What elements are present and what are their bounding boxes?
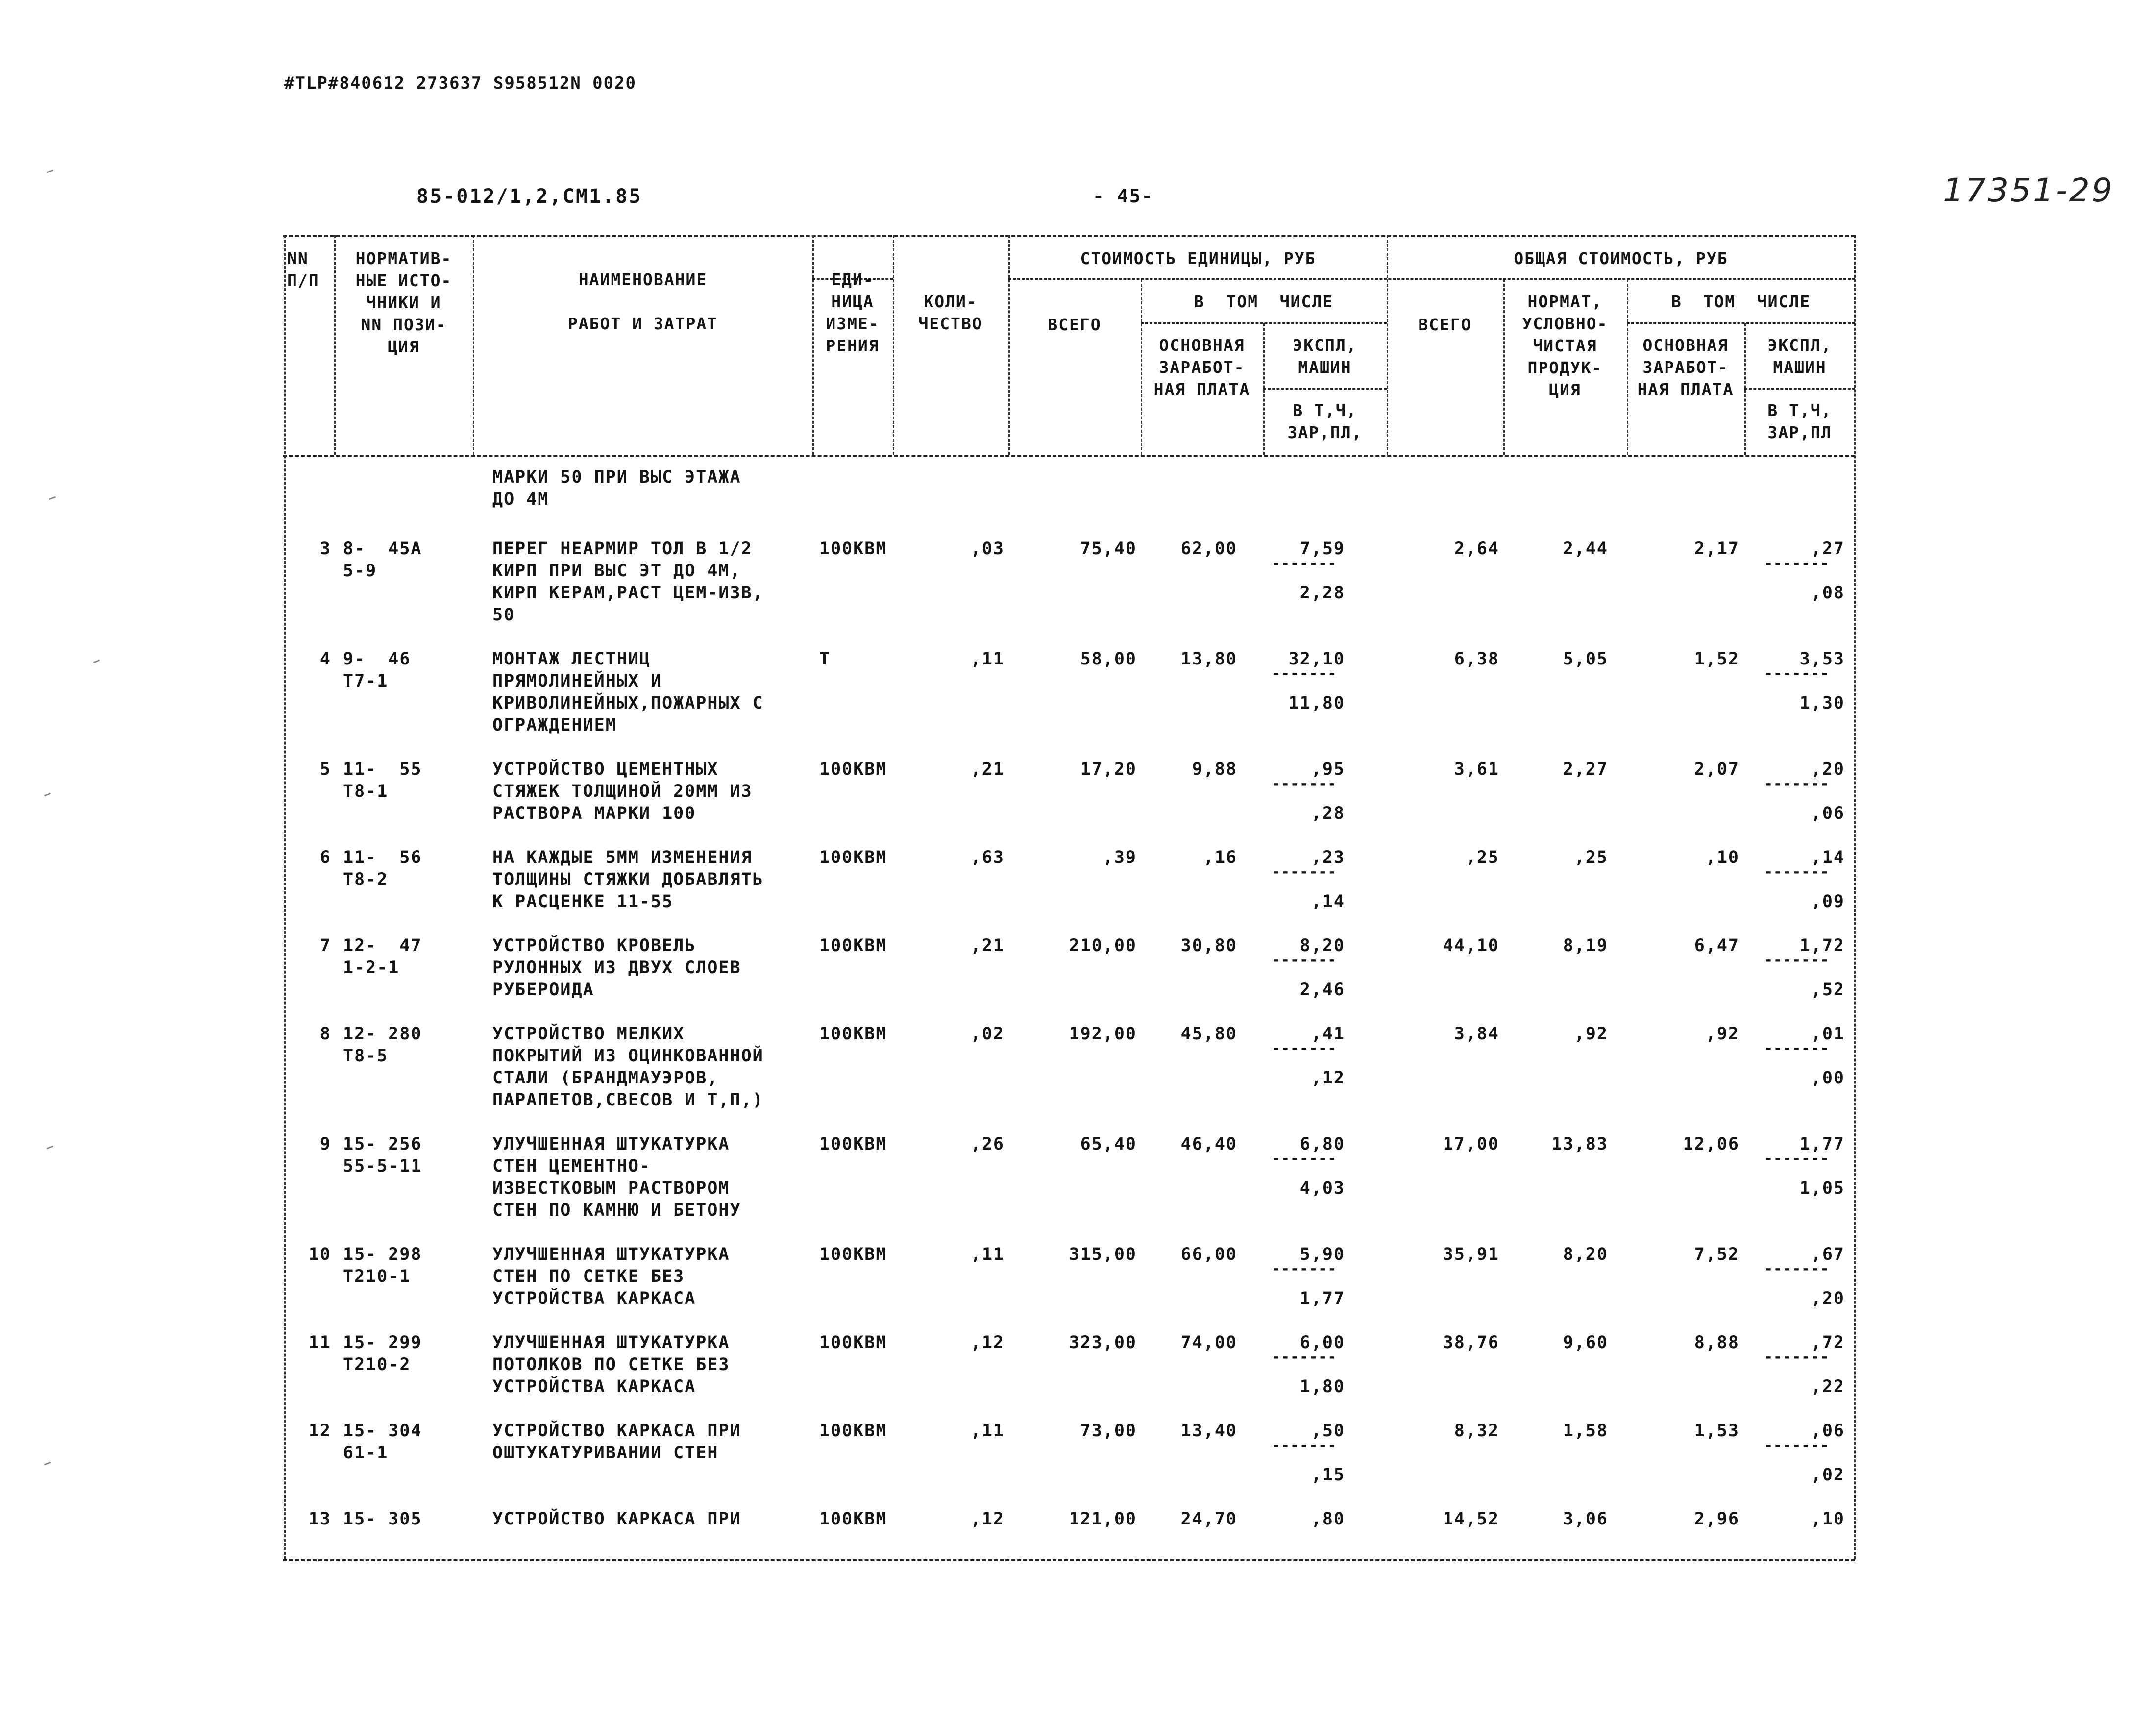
row-total-wage: 8,88: [1694, 1333, 1740, 1352]
row-name: УЛУЧШЕННАЯ ШТУКАТУРКА СТЕН ПО СЕТКЕ БЕЗ УСТРОЙСТВА КАРКАСА: [492, 1245, 730, 1308]
row-unit: 100КВМ: [819, 539, 887, 559]
row-qty: ,11: [970, 1245, 1004, 1264]
row-total: 6,38: [1454, 649, 1499, 669]
row-total-normat: 13,83: [1551, 1134, 1608, 1154]
row-unit-machine-wage: 4,03: [1299, 1179, 1345, 1198]
row-total: 17,00: [1443, 1134, 1499, 1154]
margin-mark: [47, 170, 53, 173]
row-total-machine-wage: ,09: [1811, 892, 1845, 911]
row-qty: ,63: [970, 848, 1004, 867]
header-vsego: ВСЕГО: [1048, 315, 1102, 334]
row-unit-wage: 46,40: [1180, 1134, 1237, 1154]
row-name: МОНТАЖ ЛЕСТНИЦ ПРЯМОЛИНЕЙНЫХ И КРИВОЛИНЕЙНЫХ,ПОЖАРНЫХ С ОГРАЖДЕНИЕМ: [492, 649, 764, 735]
row-unit-machine-wage: ,12: [1311, 1068, 1345, 1088]
row-unit-wage: 9,88: [1192, 760, 1237, 779]
header-normativ: НОРМАТИВ- НЫЕ ИСТО- ЧНИКИ И NN ПОЗИ- ЦИЯ: [355, 249, 452, 356]
header-qty: КОЛИ- ЧЕСТВО: [918, 292, 983, 333]
row-total: 35,91: [1443, 1245, 1499, 1264]
row-normativ: 15- 299 Т210-2: [343, 1333, 422, 1375]
row-total-normat: 3,06: [1563, 1509, 1608, 1529]
row-normativ: 9- 46 Т7-1: [343, 649, 411, 691]
fraction-separator: -------: [1272, 1040, 1337, 1057]
row-name: УЛУЧШЕННАЯ ШТУКАТУРКА СТЕН ЦЕМЕНТНО- ИЗВЕСТКОВЫМ РАСТВОРОМ СТЕН ПО КАМНЮ И БЕТОНУ: [492, 1134, 741, 1220]
row-total-machines: ,06: [1811, 1421, 1845, 1441]
handwritten-stamp: 17351-29: [1943, 172, 2114, 209]
fraction-separator: -------: [1272, 1349, 1337, 1366]
row-total-machine-wage: ,22: [1811, 1377, 1845, 1397]
header-inner-line: [1627, 322, 1855, 324]
row-qty: ,02: [970, 1024, 1004, 1044]
row-unit-machine-wage: 2,46: [1299, 980, 1345, 1000]
row-qty: ,12: [970, 1509, 1004, 1529]
row-number: 4: [319, 649, 331, 669]
fraction-separator: -------: [1764, 1150, 1830, 1167]
row-unit-total: 192,00: [1069, 1024, 1137, 1044]
row-unit-machine-wage: 1,80: [1299, 1377, 1345, 1397]
row-normativ: 15- 298 Т210-1: [343, 1245, 422, 1286]
page-number: - 45-: [1093, 185, 1154, 207]
header-unit: ЕДИ- НИЦА ИЗМЕ- РЕНИЯ: [826, 270, 880, 355]
continuation-text: МАРКИ 50 ПРИ ВЫС ЭТАЖА ДО 4М: [492, 467, 741, 509]
row-total-machines: ,14: [1811, 848, 1845, 867]
row-total-normat: ,25: [1574, 848, 1608, 867]
header-inner-line: [1744, 388, 1855, 390]
row-total: 44,10: [1443, 936, 1499, 956]
row-total-machines: 1,77: [1799, 1134, 1845, 1154]
row-total-normat: 9,60: [1563, 1333, 1608, 1352]
row-name: УСТРОЙСТВО МЕЛКИХ ПОКРЫТИЙ ИЗ ОЦИНКОВАННОЙ СТАЛИ (БРАНДМАУЭРОВ, ПАРАПЕТОВ,СВЕСОВ И Т,П,): [492, 1024, 764, 1110]
row-total-normat: ,92: [1574, 1024, 1608, 1044]
header-total-cost: ОБЩАЯ СТОИМОСТЬ, РУБ: [1514, 249, 1728, 268]
header-v-t-ch: В Т,Ч, ЗАР,ПЛ,: [1287, 401, 1363, 442]
fraction-separator: -------: [1764, 952, 1830, 969]
row-number: 3: [319, 539, 331, 559]
row-unit-total: 315,00: [1069, 1245, 1137, 1264]
row-total-machines: ,27: [1811, 539, 1845, 559]
row-number: 6: [319, 848, 331, 867]
row-number: 10: [308, 1245, 331, 1264]
fraction-separator: -------: [1764, 1040, 1830, 1057]
fraction-separator: -------: [1764, 1437, 1830, 1454]
document-code: #TLP#840612 273637 S958512N 0020: [284, 74, 637, 93]
header-nn: NN П/П: [287, 249, 319, 290]
row-unit: Т: [819, 649, 831, 669]
row-unit-machines: ,80: [1311, 1509, 1345, 1529]
row-total-machine-wage: ,00: [1811, 1068, 1845, 1088]
table-top-border: [283, 235, 1855, 237]
row-unit-total: 121,00: [1069, 1509, 1137, 1529]
row-number: 5: [319, 760, 331, 779]
row-number: 9: [319, 1134, 331, 1154]
row-normativ: 12- 47 1-2-1: [343, 936, 422, 978]
table-bottom-border: [283, 1559, 1855, 1561]
margin-mark: [44, 793, 51, 797]
row-number: 7: [319, 936, 331, 956]
row-unit-wage: 66,00: [1180, 1245, 1237, 1264]
row-unit-machine-wage: ,28: [1311, 804, 1345, 823]
fraction-separator: -------: [1272, 775, 1337, 792]
fraction-separator: -------: [1764, 1260, 1830, 1277]
row-unit: 100КВМ: [819, 848, 887, 867]
fraction-separator: -------: [1764, 775, 1830, 792]
row-normativ: 15- 305: [343, 1509, 422, 1529]
row-normativ: 11- 56 Т8-2: [343, 848, 422, 889]
margin-mark: [44, 1462, 51, 1466]
row-unit-total: 210,00: [1069, 936, 1137, 956]
fraction-separator: -------: [1272, 1437, 1337, 1454]
header-unit-cost: СТОИМОСТЬ ЕДИНИЦЫ, РУБ: [1080, 249, 1316, 268]
row-total-machines: 3,53: [1799, 649, 1845, 669]
header-v-tom-chisle: В ТОМ ЧИСЛЕ: [1194, 292, 1334, 311]
col-sep: [893, 235, 894, 455]
col-sep: [334, 235, 336, 455]
row-unit-wage: 13,40: [1180, 1421, 1237, 1441]
row-total-machines: ,72: [1811, 1333, 1845, 1352]
row-total-machine-wage: 1,05: [1799, 1179, 1845, 1198]
row-total: ,25: [1465, 848, 1499, 867]
row-total-machine-wage: ,52: [1811, 980, 1845, 1000]
row-total-machines: ,01: [1811, 1024, 1845, 1044]
row-unit-machines: ,23: [1311, 848, 1345, 867]
row-unit-machine-wage: ,15: [1311, 1465, 1345, 1485]
row-unit-machines: ,50: [1311, 1421, 1345, 1441]
row-total: 3,61: [1454, 760, 1499, 779]
row-name: УСТРОЙСТВО КАРКАСА ПРИ ОШТУКАТУРИВАНИИ СТЕН: [492, 1421, 741, 1463]
row-normativ: 15- 304 61-1: [343, 1421, 422, 1463]
fraction-separator: -------: [1272, 555, 1337, 572]
row-total-normat: 2,44: [1563, 539, 1608, 559]
row-unit-wage: 30,80: [1180, 936, 1237, 956]
row-unit-total: ,39: [1102, 848, 1137, 867]
row-unit-wage: ,16: [1203, 848, 1237, 867]
row-unit-total: 73,00: [1080, 1421, 1137, 1441]
header-osn-zarplata-total: ОСНОВНАЯ ЗАРАБОТ- НАЯ ПЛАТА: [1637, 336, 1734, 399]
row-total-machine-wage: ,20: [1811, 1289, 1845, 1308]
document-reference: 85-012/1,2,СМ1.85: [416, 185, 642, 208]
row-normativ: 11- 55 Т8-1: [343, 760, 422, 801]
row-qty: ,12: [970, 1333, 1004, 1352]
header-inner-line: [1141, 322, 1387, 324]
row-number: 11: [308, 1333, 331, 1352]
header-v-tom-chisle-total: В ТОМ ЧИСЛЕ: [1671, 292, 1811, 311]
row-name: УСТРОЙСТВО ЦЕМЕНТНЫХ СТЯЖЕК ТОЛЩИНОЙ 20ММ ИЗ РАСТВОРА МАРКИ 100: [492, 760, 753, 823]
row-qty: ,11: [970, 649, 1004, 669]
row-name: УСТРОЙСТВО КРОВЕЛЬ РУЛОННЫХ ИЗ ДВУХ СЛОЕВ РУБЕРОИДА: [492, 936, 741, 1000]
row-qty: ,26: [970, 1134, 1004, 1154]
row-total-machine-wage: ,06: [1811, 804, 1845, 823]
fraction-separator: -------: [1272, 863, 1337, 881]
row-total-machine-wage: 1,30: [1799, 693, 1845, 713]
row-unit-wage: 45,80: [1180, 1024, 1237, 1044]
row-unit-wage: 13,80: [1180, 649, 1237, 669]
row-qty: ,03: [970, 539, 1004, 559]
row-total-normat: 8,19: [1563, 936, 1608, 956]
row-unit-machine-wage: 2,28: [1299, 583, 1345, 603]
fraction-separator: -------: [1272, 1260, 1337, 1277]
row-qty: ,21: [970, 936, 1004, 956]
margin-mark: [49, 496, 56, 500]
row-unit-wage: 24,70: [1180, 1509, 1237, 1529]
row-total-machines: ,20: [1811, 760, 1845, 779]
row-unit-total: 17,20: [1080, 760, 1137, 779]
header-ekspl: ЭКСПЛ, МАШИН: [1293, 336, 1357, 377]
row-unit-wage: 74,00: [1180, 1333, 1237, 1352]
row-unit-machines: ,41: [1311, 1024, 1345, 1044]
row-unit: 100КВМ: [819, 760, 887, 779]
row-unit: 100КВМ: [819, 1333, 887, 1352]
row-unit-machines: 6,80: [1299, 1134, 1345, 1154]
row-total-wage: ,10: [1705, 848, 1740, 867]
header-inner-line: [1263, 388, 1387, 390]
row-total-machines: 1,72: [1799, 936, 1845, 956]
header-v-t-ch-total: В Т,Ч, ЗАР,ПЛ: [1767, 401, 1832, 442]
row-unit-machines: 6,00: [1299, 1333, 1345, 1352]
row-unit-machines: ,95: [1311, 760, 1345, 779]
row-total-wage: 2,07: [1694, 760, 1740, 779]
row-number: 8: [319, 1024, 331, 1044]
row-unit-machine-wage: 11,80: [1288, 693, 1345, 713]
row-total-wage: 1,53: [1694, 1421, 1740, 1441]
fraction-separator: -------: [1764, 1349, 1830, 1366]
row-unit: 100КВМ: [819, 1421, 887, 1441]
row-total-normat: 8,20: [1563, 1245, 1608, 1264]
row-unit: 100КВМ: [819, 1134, 887, 1154]
row-unit: 100КВМ: [819, 1024, 887, 1044]
row-unit-machines: 32,10: [1288, 649, 1345, 669]
row-normativ: 12- 280 Т8-5: [343, 1024, 422, 1066]
row-number: 12: [308, 1421, 331, 1441]
row-total-normat: 5,05: [1563, 649, 1608, 669]
row-unit: 100КВМ: [819, 1509, 887, 1529]
row-unit-total: 323,00: [1069, 1333, 1137, 1352]
row-unit-total: 75,40: [1080, 539, 1137, 559]
row-total: 8,32: [1454, 1421, 1499, 1441]
row-number: 13: [308, 1509, 331, 1529]
row-unit-total: 58,00: [1080, 649, 1137, 669]
fraction-separator: -------: [1764, 555, 1830, 572]
row-name: НА КАЖДЫЕ 5ММ ИЗМЕНЕНИЯ ТОЛЩИНЫ СТЯЖКИ ДОБАВЛЯТЬ К РАСЦЕНКЕ 11-55: [492, 848, 764, 911]
row-total-wage: 6,47: [1694, 936, 1740, 956]
row-total-wage: 1,52: [1694, 649, 1740, 669]
fraction-separator: -------: [1272, 1150, 1337, 1167]
row-total-wage: 7,52: [1694, 1245, 1740, 1264]
row-total: 3,84: [1454, 1024, 1499, 1044]
row-unit-machines: 8,20: [1299, 936, 1345, 956]
row-normativ: 15- 256 55-5-11: [343, 1134, 422, 1176]
row-normativ: 8- 45А 5-9: [343, 539, 422, 581]
row-unit: 100КВМ: [819, 1245, 887, 1264]
row-total-wage: 2,17: [1694, 539, 1740, 559]
fraction-separator: -------: [1764, 863, 1830, 881]
row-total-wage: 2,96: [1694, 1509, 1740, 1529]
margin-mark: [93, 660, 100, 663]
row-qty: ,21: [970, 760, 1004, 779]
fraction-separator: -------: [1764, 665, 1830, 682]
row-total-normat: 2,27: [1563, 760, 1608, 779]
row-unit-total: 65,40: [1080, 1134, 1137, 1154]
row-total: 2,64: [1454, 539, 1499, 559]
row-total-wage: 12,06: [1683, 1134, 1740, 1154]
row-unit-machine-wage: 1,77: [1299, 1289, 1345, 1308]
fraction-separator: -------: [1272, 665, 1337, 682]
row-unit: 100КВМ: [819, 936, 887, 956]
header-vsego-total: ВСЕГО: [1418, 315, 1472, 334]
row-unit-machine-wage: ,14: [1311, 892, 1345, 911]
header-ekspl-total: ЭКСПЛ, МАШИН: [1767, 336, 1832, 377]
row-total-machine-wage: ,08: [1811, 583, 1845, 603]
row-total-machines: ,10: [1811, 1509, 1845, 1529]
row-name: УСТРОЙСТВО КАРКАСА ПРИ: [492, 1509, 741, 1529]
table-header-border: [283, 455, 1855, 457]
row-unit-machines: 5,90: [1299, 1245, 1345, 1264]
table-right-border: [1854, 235, 1856, 1559]
row-unit-machines: 7,59: [1299, 539, 1345, 559]
row-total-machine-wage: ,02: [1811, 1465, 1845, 1485]
row-total-machines: ,67: [1811, 1245, 1845, 1264]
header-name: НАИМЕНОВАНИЕ РАБОТ И ЗАТРАТ: [567, 270, 718, 333]
header-osn-zarplata: ОСНОВНАЯ ЗАРАБОТ- НАЯ ПЛАТА: [1153, 336, 1250, 399]
row-total-wage: ,92: [1705, 1024, 1740, 1044]
fraction-separator: -------: [1272, 952, 1337, 969]
row-total: 14,52: [1443, 1509, 1499, 1529]
row-name: ПЕРЕГ НЕАРМИР ТОЛ В 1/2 КИРП ПРИ ВЫС ЭТ ДО 4М, КИРП КЕРАМ,РАСТ ЦЕМ-ИЗВ, 50: [492, 539, 764, 625]
row-total: 38,76: [1443, 1333, 1499, 1352]
table-left-border: [284, 235, 286, 1559]
header-inner-line: [1008, 278, 1855, 280]
margin-mark: [47, 1146, 53, 1150]
row-qty: ,11: [970, 1421, 1004, 1441]
row-name: УЛУЧШЕННАЯ ШТУКАТУРКА ПОТОЛКОВ ПО СЕТКЕ БЕЗ УСТРОЙСТВА КАРКАСА: [492, 1333, 730, 1397]
row-unit-wage: 62,00: [1180, 539, 1237, 559]
row-total-normat: 1,58: [1563, 1421, 1608, 1441]
header-normat: НОРМАТ, УСЛОВНО- ЧИСТАЯ ПРОДУК- ЦИЯ: [1522, 292, 1608, 399]
